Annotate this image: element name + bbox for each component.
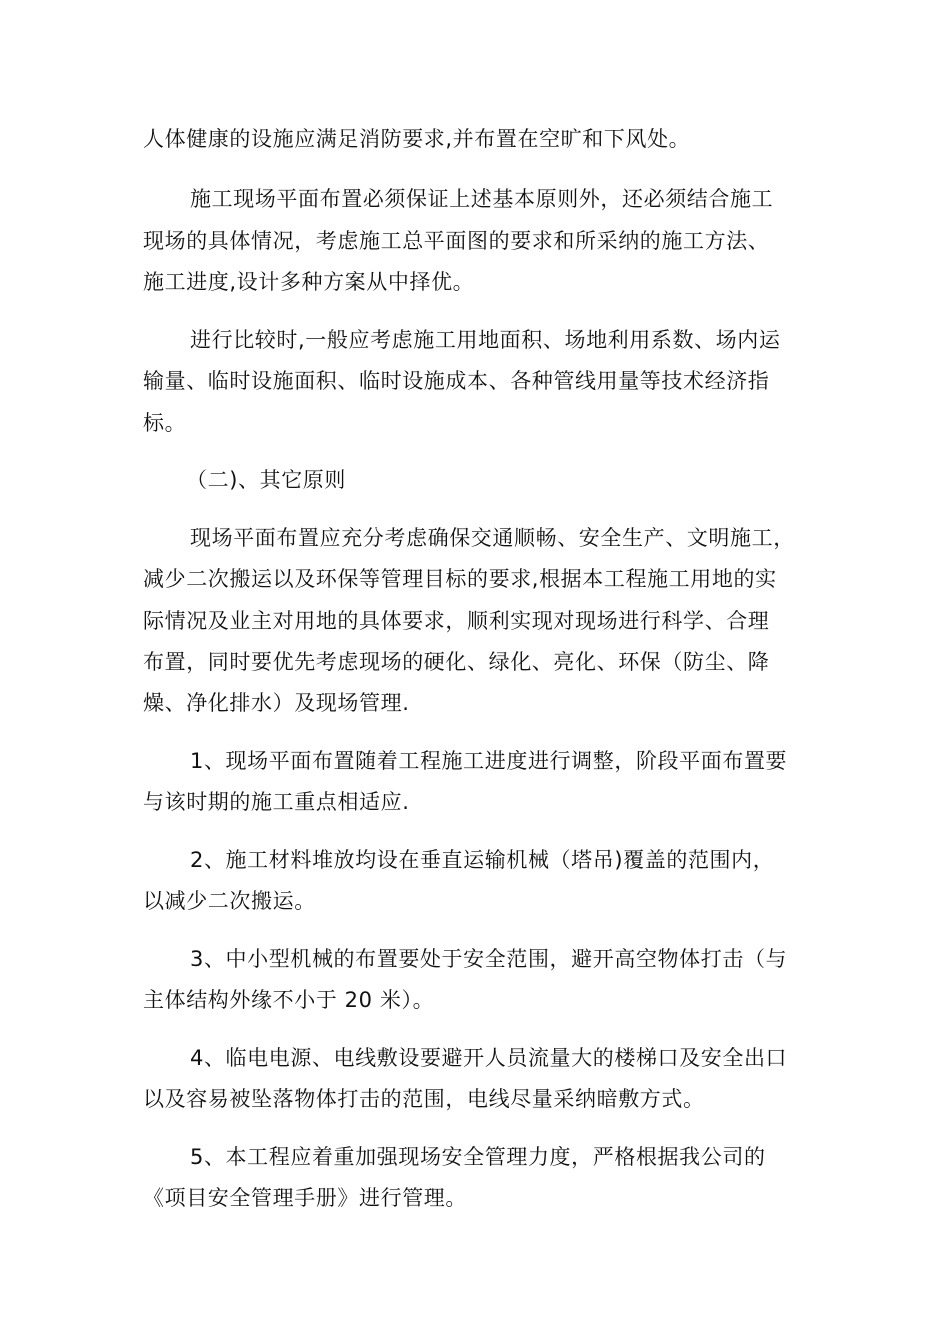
paragraph-line: 现场的具体情况，考虑施工总平面图的要求和所采纳的施工方法、: [143, 229, 770, 253]
list-item-line: 以减少二次搬运。: [143, 889, 316, 913]
paragraph-line: 施工进度,设计多种方案从中择优。: [143, 270, 475, 294]
paragraph-line: 燥、净化排水）及现场管理.: [143, 691, 410, 715]
list-item-line: 2、施工材料堆放均设在垂直运输机械（塔吊)覆盖的范围内，: [190, 848, 775, 872]
paragraph-line: 减少二次搬运以及环保等管理目标的要求,根据本工程施工用地的实: [143, 567, 777, 591]
paragraph-line: 布置，同时要优先考虑现场的硬化、绿化、亮化、环保（防尘、降: [143, 650, 770, 674]
list-item-line: 以及容易被坠落物体打击的范围，电线尽量采纳暗敷方式。: [143, 1087, 705, 1111]
section-heading: （二)、其它原则: [186, 468, 346, 492]
list-item-line: 主体结构外缘不小于 20 米）。: [143, 988, 435, 1012]
paragraph-line: 人体健康的设施应满足消防要求,并布置在空旷和下风处。: [143, 127, 691, 151]
list-item-line: 3、中小型机械的布置要处于安全范围，避开高空物体打击（与: [190, 947, 788, 971]
paragraph-line: 施工现场平面布置必须保证上述基本原则外，还必须结合施工: [190, 187, 774, 211]
list-item-line: 5、本工程应着重加强现场安全管理力度，严格根据我公司的: [190, 1145, 766, 1169]
list-item-line: 《项目安全管理手册》进行管理。: [143, 1186, 467, 1210]
paragraph-line: 输量、临时设施面积、临时设施成本、各种管线用量等技术经济指: [143, 369, 770, 393]
paragraph-line: 现场平面布置应充分考虑确保交通顺畅、安全生产、文明施工，: [190, 526, 795, 550]
paragraph-line: 标。: [143, 411, 187, 435]
list-item-line: 与该时期的施工重点相适应.: [143, 790, 410, 814]
paragraph-line: 际情况及业主对用地的具体要求，顺利实现对现场进行科学、合理: [143, 609, 770, 633]
list-item-line: 4、临电电源、电线敷设要避开人员流量大的楼梯口及安全出口: [190, 1046, 788, 1070]
list-item-line: 1、现场平面布置随着工程施工进度进行调整，阶段平面布置要: [190, 749, 788, 773]
paragraph-line: 进行比较时,一般应考虑施工用地面积、场地利用系数、场内运: [190, 328, 781, 352]
